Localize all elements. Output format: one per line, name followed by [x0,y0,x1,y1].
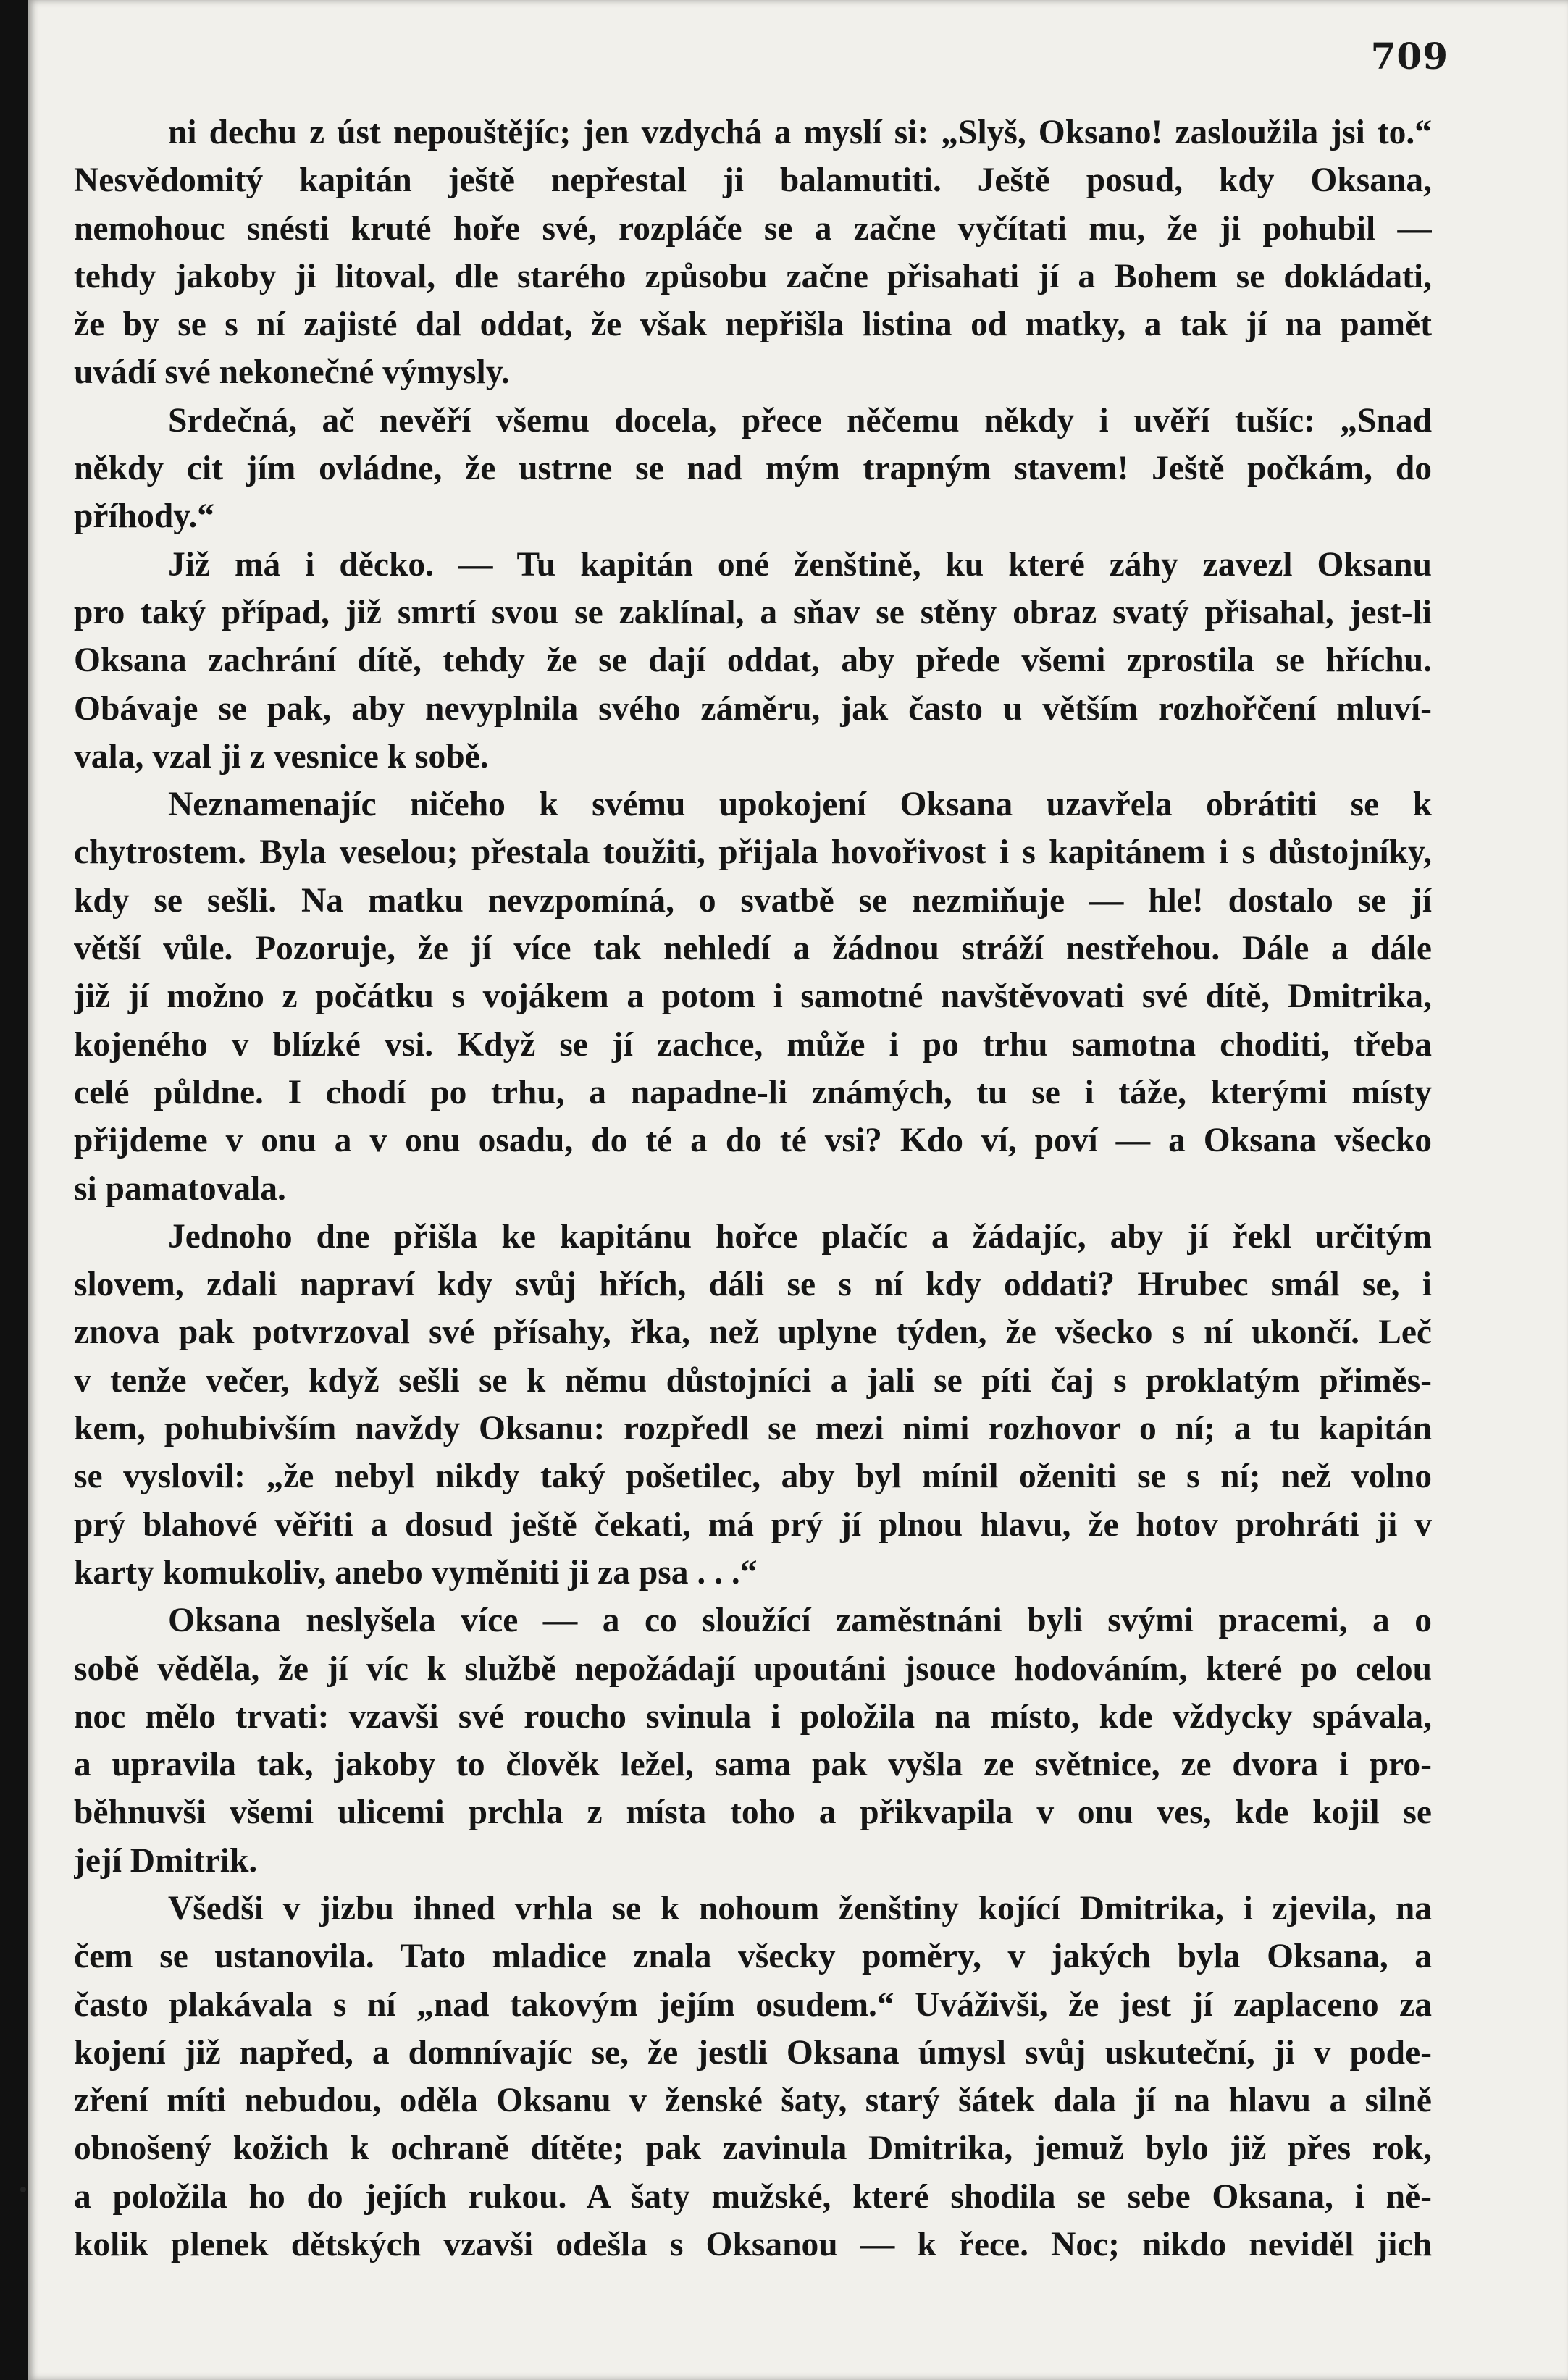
text-line: v tenže večer, když sešli se k němu důstojníci a jali se píti čaj s proklatým přiměs- [74,1361,1432,1400]
text-line: uvádí své nekonečné výmysly. [74,353,510,392]
text-line: a upravila tak, jakoby to člověk ležel, sama pak vyšla ze světnice, ze dvora i pro- [74,1746,1432,1784]
text-line: Oksana neslyšela více — a co sloužící zaměstnáni byli svými pracemi, a o [168,1602,1432,1640]
text-line: kolik plenek dětských vzavši odešla s Oksanou — k řece. Noc; nikdo neviděl jich [74,2226,1432,2264]
text-line: nemohouc snésti kruté hoře své, rozpláče se a začne vyčítati mu, že ji pohubil — [74,209,1432,248]
text-line: běhnuvši všemi ulicemi prchla z místa toho a přikvapila v onu ves, kde kojil se [74,1794,1432,1832]
text-line: větší vůle. Pozoruje, že jí více tak nehledí a žádnou stráží nestřehou. Dále a dále [74,930,1432,968]
text-line: ni dechu z úst nepouštějíc; jen vzdychá a myslí si: „Slyš, Oksano! zasloužila jsi to.“ [168,114,1432,151]
text-line: přijdeme v onu a v onu osadu, do té a do té vsi? Kdo ví, poví — a Oksana všecko [74,1122,1432,1160]
text-line: kdy se sešli. Na matku nevzpomíná, o svatbě se nezmiňuje — hle! dostalo se jí [74,881,1432,920]
paragraph [74,541,1432,781]
paragraph [74,109,1432,397]
text-line: někdy cit jím ovládne, že ustrne se nad mým trapným stavem! Ještě počkám, do [74,450,1432,488]
text-line: již jí možno z počátku s vojákem a potom i samotné navštěvovati své dítě, Dmitrika, [74,977,1432,1016]
paragraph [74,781,1432,1213]
text-line: chytrostem. Byla veselou; přestala toužiti, přijala hovořivost i s kapitánem i s důstojníky, [74,833,1432,872]
page-number: 709 [1370,35,1448,77]
paragraph [74,1213,1432,1597]
body-text [74,109,1432,2268]
text-line: Všedši v jizbu ihned vrhla se k nohoum ženštiny kojící Dmitrika, i zjevila, na [168,1889,1432,1927]
text-line: Nesvědomitý kapitán ještě nepřestal ji balamutiti. Ještě posud, kdy Oksana, [74,161,1432,200]
text-line: obnošený kožich k ochraně dítěte; pak zavinula Dmitrika, jemuž bylo již přes rok, [74,2129,1432,2168]
text-line: Srdečná, ač nevěří všemu docela, přece něčemu někdy i uvěří tušíc: „Snad [168,401,1432,440]
text-line: Oksana zachrání dítě, tehdy že se dají oddat, aby přede všemi zprostila se hříchu. [74,642,1432,680]
text-line: sobě věděla, že jí víc k službě nepožádají upoutáni jsouce hodováním, které po celou [74,1649,1432,1688]
paragraph [74,1597,1432,1885]
text-line: kem, pohubivším navždy Oksanu: rozpředl se mezi nimi rozhovor o ní; a tu kapitán [74,1410,1432,1448]
paragraph [74,397,1432,541]
text-line: příhody.“ [74,497,215,536]
text-line: noc mělo trvati: vzavši své roucho svinula i položila na místo, kde vždycky spávala, [74,1697,1432,1736]
text-line: celé půldne. I chodí po trhu, a napadne-li známých, tu se i táže, kterými místy [74,1073,1432,1111]
text-line: že by se s ní zajisté dal oddat, že však nepřišla listina od matky, a tak jí na pamět [74,306,1432,344]
text-line: Neznamenajíc ničeho k svému upokojení Oksana uzavřela obrátiti se k [168,786,1432,824]
text-line: často plakávala s ní „nad takovým jejím osudem.“ Uváživši, že jest jí zaplaceno za [74,1985,1432,2024]
book-page [28,0,1568,2380]
text-line: se vyslovil: „že nebyl nikdy taký pošetilec, aby byl mínil oženiti se s ní; než volno [74,1458,1432,1496]
text-line: kojeného v blízké vsi. Když se jí zachce, může i po trhu samotna choditi, třeba [74,1025,1432,1064]
text-line: pro taký případ, již smrtí svou se zaklínal, a sňav se stěny obraz svatý přisahal, jest-li [74,593,1432,631]
text-line: čem se ustanovila. Tato mladice znala všecky poměry, v jakých byla Oksana, a [74,1938,1432,1976]
text-line: Obávaje se pak, aby nevyplnila svého záměru, jak často u větším rozhořčení mluví- [74,689,1432,728]
paragraph [74,1885,1432,2268]
text-line: zření míti nebudou, oděla Oksanu v ženské šaty, starý šátek dala jí na hlavu a silně [74,2082,1432,2120]
text-line: její Dmitrik. [74,1841,258,1880]
text-line: Jednoho dne přišla ke kapitánu hořce plačíc a žádajíc, aby jí řekl určitým [168,1217,1432,1256]
text-line: Již má i děcko. — Tu kapitán oné ženštině, ku které záhy zavezl Oksanu [168,545,1432,584]
text-line: si pamatovala. [74,1169,286,1208]
text-line: karty komukoliv, anebo vyměniti ji za psa . . .“ [74,1553,758,1591]
margin-speck [20,2187,26,2192]
text-line: slovem, zdali napraví kdy svůj hřích, dáli se s ní kdy oddati? Hrubec smál se, i [74,1266,1432,1304]
text-line: vala, vzal ji z vesnice k sobě. [74,737,489,775]
text-line: a položila ho do jejích rukou. A šaty mužské, které shodila se sebe Oksana, i ně- [74,2177,1432,2216]
text-line: tehdy jakoby ji litoval, dle starého způsobu začne přisahati jí a Bohem se dokládati, [74,257,1432,295]
text-line: znova pak potvrzoval své přísahy, řka, než uplyne týden, že všecko s ní ukončí. Leč [74,1313,1432,1352]
text-line: prý blahové věřiti a dosud ještě čekati, má prý jí plnou hlavu, že hotov prohráti ji v [74,1505,1432,1544]
text-line: kojení již napřed, a domnívajíc se, že jestli Oksana úmysl svůj uskuteční, ji v pode- [74,2033,1432,2072]
